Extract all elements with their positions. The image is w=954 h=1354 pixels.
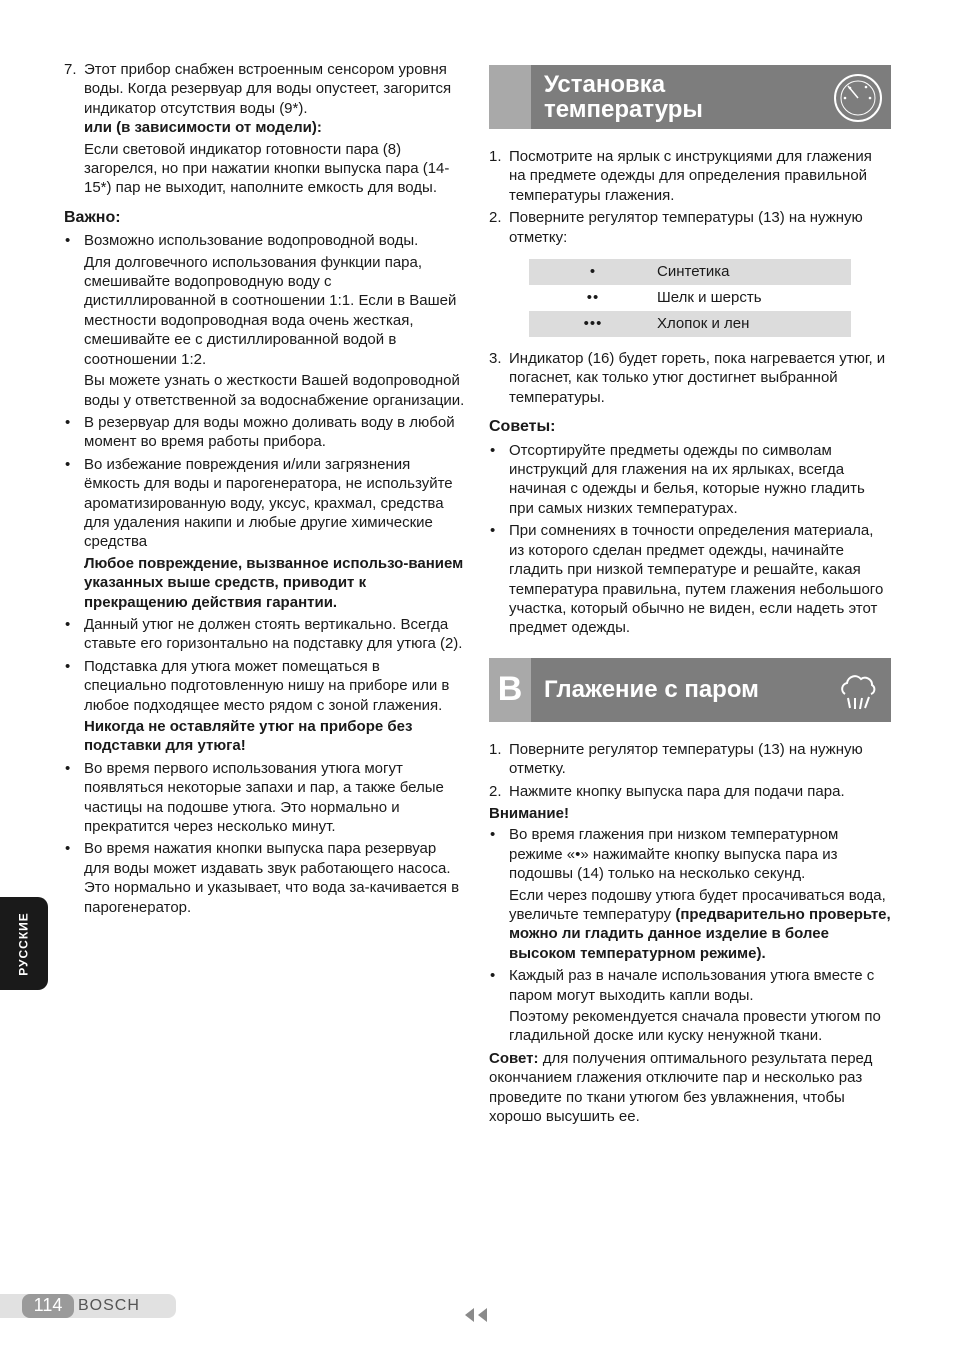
stand-warning: Никогда не оставляйте утюг на приборе без подставки для утюга! [84, 718, 413, 755]
bullet-refill [64, 413, 466, 452]
dots-cell: ••• [529, 311, 657, 337]
bullet-text-mix: Для долговечного использования функции пара, смешивайте водопроводную воду с дистиллированной в соотношении 1:1. Если в Вашей местности водопроводная вода очень жесткая, смешивайте ее с дистиллированной водой в соотношении 1:2. [84, 253, 457, 368]
section-letter: B [497, 670, 523, 709]
brand-name: BOSCH [78, 1297, 140, 1314]
fabric-cell: Синтетика [657, 259, 851, 285]
advice-text: для получения оптимального результата перед окончанием глажения отключите пар и несколько раз проведите по ткани утюгом без увлажнения, чтобы хорошо высушить ее. [489, 1049, 873, 1126]
tip-text: • При сомнениях в точности определения материала, из которого сделан предмет одежды, начинайте гладить при низкой температуре и решайте, какая температура правильна, путем глажения небольшого участка, который обычно не виден, если надеть этот предмет одежды. [509, 522, 884, 637]
step-7-text: Этот прибор снабжен встроенным сенсором уровня воды. Когда резервуар для воды опустеет, загорится индикатор отсутствия воды (9*). [84, 61, 452, 117]
table-row [529, 285, 851, 311]
bullet-text: • Во время первого использования утюга могут появляться некоторые запахи и пар, а также белые частицы на подошве утюга. Это нормально и прекратится через несколько минут. [84, 759, 444, 836]
steam-section-header [489, 658, 891, 722]
step-7-alt-text: Если световой индикатор готовности пара (8) загорелся, но при нажатии кнопки выпуска пара (14-15*) пар не выходит, наполните емкость для воды. [84, 140, 450, 197]
step-number: 2. [489, 782, 502, 800]
steam-step-2 [489, 782, 891, 801]
rewind-arrows-icon[interactable] [462, 1307, 492, 1323]
page-number: 114 [22, 1294, 74, 1318]
step-number: 2. [489, 209, 502, 227]
tip-test [489, 521, 891, 637]
step-7 [64, 60, 466, 198]
attention-recommend: Поэтому рекомендуется сначала провести утюгом по гладильной доске или куску ненужной ткани. [509, 1008, 881, 1045]
attention-text: • Во время глажения при низком температурном режиме «•» нажимайте кнопку выпуска пара из подошвы (14) только на несколько секунд. [509, 826, 839, 883]
attention-leak-text [509, 886, 891, 964]
temp-step-2 [489, 208, 891, 247]
table-row [529, 259, 851, 285]
temp-step-3 [489, 349, 891, 407]
temperature-section-header [489, 65, 891, 129]
temperature-section-title [544, 65, 821, 129]
step-text: Поверните регулятор температуры (13) на нужную отметку: [509, 209, 863, 246]
step-text: Индикатор (16) будет гореть, пока нагревается утюг, и погаснет, как только утюг достигнет выбранной температуры. [509, 350, 886, 406]
bullet-text: • В резервуар для воды можно доливать воду в любой момент во время работы прибора. [84, 413, 455, 451]
temperature-dial-icon [831, 71, 885, 125]
bullet-text: • Возможно использование водопроводной воды. [84, 232, 419, 250]
bullet-stand [64, 657, 466, 756]
bullet-text-hardness: Вы можете узнать о жесткости Вашей водопроводной воды у ответственной за водоснабжение организации. [84, 372, 465, 409]
language-tab [0, 897, 48, 990]
fabric-cell: Шелк и шерсть [657, 289, 762, 307]
advice-label: Совет: [489, 1049, 539, 1067]
bullet-tap-water [64, 231, 466, 410]
tip-sort [489, 441, 891, 519]
step-number: 3. [489, 350, 502, 368]
bullet-text: • Во избежание повреждения и/или загрязнения ёмкость для воды и парогенератора, не используйте ароматизированную воду, уксус, крахмал, средства для удаления накипи и любые другие химические средства [84, 455, 453, 551]
step-7-alt-label: или (в зависимости от модели): [84, 119, 322, 137]
bullet-first-use [64, 759, 466, 837]
steam-section-title: Глажение с паром [544, 676, 759, 704]
left-column [64, 60, 466, 920]
step-text: Поверните регулятор температуры (13) на нужную отметку. [509, 740, 863, 778]
bullet-pump-sound [64, 839, 466, 917]
important-heading: Важно: [64, 208, 121, 226]
fabric-cell: Хлопок и лен [657, 311, 851, 337]
tips-heading: Советы: [489, 418, 556, 436]
section-tab [489, 65, 531, 129]
temp-step-1 [489, 147, 891, 205]
attention-low-temp [489, 825, 891, 963]
advice-paragraph [489, 1049, 891, 1127]
language-label: РУССКИЕ [16, 911, 31, 976]
attention-text: • Каждый раз в начале использования утюга вместе с паром могут выходить капли воды. [509, 967, 875, 1004]
leak-plain: Если через подошву утюга будет просачиваться вода, увеличьте температуру [509, 886, 886, 923]
title-line-2: температуры [544, 96, 703, 123]
step-number: 1. [489, 148, 502, 165]
steam-cloud-icon [831, 664, 885, 718]
step-text: Посмотрите на ярлык с инструкциями для глажения на предмете одежды для определения правильной температуры глажения. [509, 148, 872, 204]
bullet-vertical [64, 615, 466, 654]
dots-cell: •• [586, 289, 600, 307]
attention-drops [489, 966, 891, 1046]
step-number: 7. [64, 61, 77, 78]
bullet-text: • Данный утюг не должен стоять вертикально. Всегда ставьте его горизонтально на подставку для утюга (2). [84, 615, 463, 653]
right-column [489, 60, 891, 1126]
step-number: 1. [489, 740, 502, 758]
leak-bold: (предварительно проверьте, можно ли гладить данное изделие в более высоком температурном режиме). [509, 905, 891, 962]
bullet-text: • Подставка для утюга может помещаться в специально подготовленную нишу на приборе или в любое подходящее место рядом с зоной глажения. [84, 657, 450, 714]
steam-step-1 [489, 740, 891, 779]
bullet-text: • Во время нажатия кнопки выпуска пара резервуар для воды может издавать звук работающего насоса. Это нормально и указывает, что вода за-качивается в парогенератор. [84, 840, 460, 916]
table-row [529, 311, 851, 337]
dots-cell: • [529, 259, 657, 285]
step-text: Нажмите кнопку выпуска пара для подачи пара. [509, 782, 845, 800]
bullet-chemicals [64, 455, 466, 612]
attention-heading: Внимание! [489, 804, 569, 822]
warranty-warning: Любое повреждение, вызванное использо-ванием указанных выше средств, приводит к прекращению действия гарантии. [84, 554, 464, 611]
title-line-1: Установка [544, 71, 666, 98]
tip-text: • Отсортируйте предметы одежды по символам инструкций для глажения на их ярлыках, всегда начиная с одежды и белья, которые нужно гладить при самых низких температурах. [509, 441, 865, 517]
temperature-table [529, 259, 851, 337]
